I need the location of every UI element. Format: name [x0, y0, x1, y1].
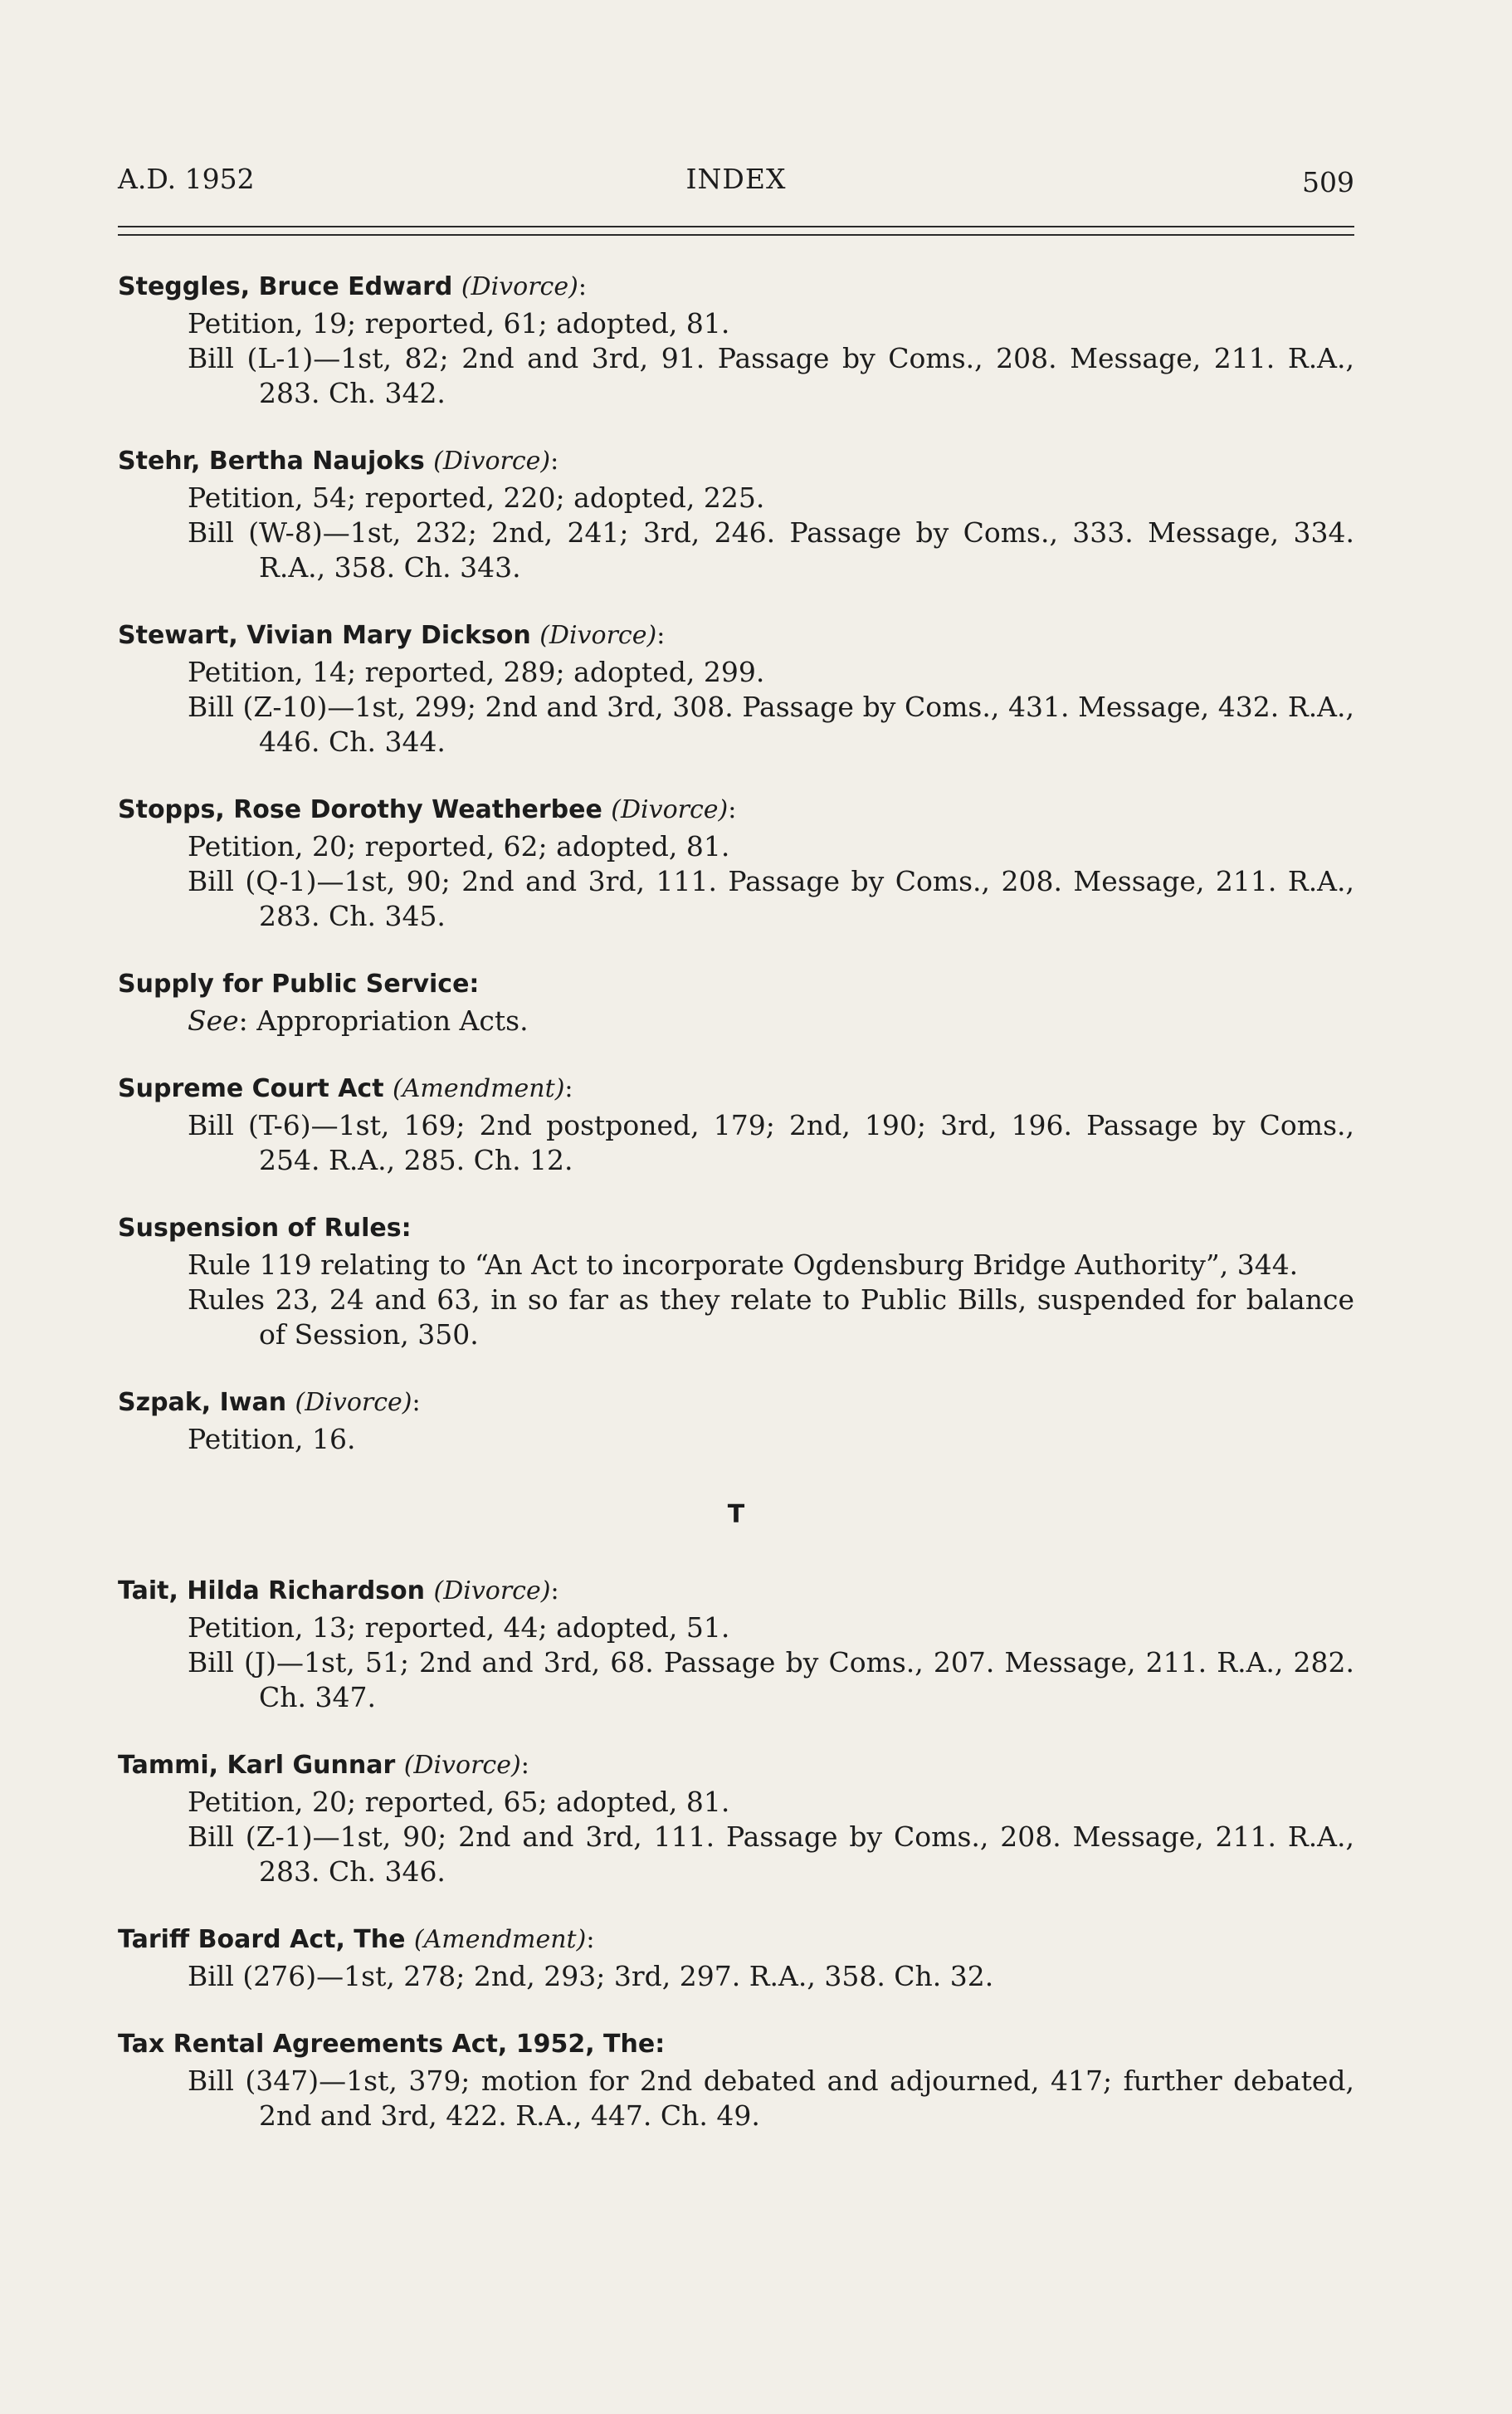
entry-line: Bill (347)—1st, 379; motion for 2nd debated and adjourned, 417; further debated, 2nd and 3rd, 422. R.A., 447. Ch. 49. [188, 2065, 1354, 2132]
entry-line: Bill (Z-10)—1st, 299; 2nd and 3rd, 308. Passage by Coms., 431. Message, 432. R.A., 446. Ch. 344. [188, 691, 1354, 758]
page-number: 509 [1302, 166, 1354, 198]
entry-colon: : [586, 1925, 595, 1954]
entry-heading: Tait, Hilda Richardson (Divorce): [118, 1576, 559, 1605]
header-rule-top [118, 226, 1354, 227]
index-entry-suspension [118, 1211, 1354, 1352]
index-entry-stewart [118, 618, 1354, 760]
page-header [118, 163, 1354, 204]
entry-name: Stewart, Vivian Mary Dickson [118, 621, 531, 650]
index-entry-tammi [118, 1748, 1354, 1889]
entry-name: Tariff Board Act, The [118, 1925, 406, 1954]
entry-heading: Stopps, Rose Dorothy Weatherbee (Divorce): [118, 795, 737, 824]
entry-heading [118, 967, 1354, 1002]
entry-line: Petition, 14; reported, 289; adopted, 299. [188, 656, 765, 688]
entry-heading: Stehr, Bertha Naujoks (Divorce): [118, 447, 559, 476]
entry-line: Petition, 16. [188, 1423, 356, 1455]
index-entry-tait [118, 1574, 1354, 1715]
header-rule-bottom [118, 234, 1354, 236]
entry-heading: Tariff Board Act, The (Amendment): [118, 1925, 595, 1954]
entry-heading [118, 1211, 1354, 1246]
index-entry-stehr [118, 444, 1354, 585]
index-entry-stopps [118, 793, 1354, 934]
entry-heading [118, 2027, 1354, 2062]
entry-qualifier: Divorce [442, 447, 541, 476]
entry-line: Bill (276)—1st, 278; 2nd, 293; 3rd, 297. R.A., 358. Ch. 32. [188, 1960, 994, 1992]
entry-qualifier: Divorce [620, 795, 719, 824]
entry-qualifier: Divorce [305, 1388, 402, 1417]
see-text: : Appropriation Acts. [238, 1004, 529, 1037]
entry-heading: Szpak, Iwan (Divorce): [118, 1388, 421, 1417]
entry-name: Tammi, Karl Gunnar [118, 1751, 396, 1780]
entry-line: Bill (Q-1)—1st, 90; 2nd and 3rd, 111. Passage by Coms., 208. Message, 211. R.A., 283. Ch. 345. [188, 865, 1354, 932]
entry-qualifier: Amendment [402, 1074, 555, 1103]
entry-line: Bill (L-1)—1st, 82; 2nd and 3rd, 91. Passage by Coms., 208. Message, 211. R.A., 283. Ch. 342. [188, 342, 1354, 409]
index-entry-tariff-board [118, 1923, 1354, 1994]
entry-name: Supreme Court Act [118, 1074, 384, 1103]
entry-heading: Tammi, Karl Gunnar (Divorce): [118, 1751, 529, 1780]
entry-heading: Stewart, Vivian Mary Dickson (Divorce): [118, 621, 666, 650]
entry-line: Bill (J)—1st, 51; 2nd and 3rd, 68. Passage by Coms., 207. Message, 211. R.A., 282. Ch. 347. [188, 1646, 1354, 1713]
entry-line: Petition, 54; reported, 220; adopted, 225. [188, 481, 765, 514]
entry-name: Tax Rental Agreements Act, 1952, The: [118, 2030, 666, 2059]
entry-colon: : [564, 1074, 573, 1103]
entry-line: Petition, 20; reported, 65; adopted, 81. [188, 1786, 730, 1818]
index-entry-supply [118, 967, 1354, 1038]
index-entry-szpak [118, 1385, 1354, 1457]
entry-name: Szpak, Iwan [118, 1388, 287, 1417]
entry-colon: : [550, 1576, 559, 1605]
entry-qualifier: Divorce [413, 1751, 511, 1780]
entry-line: Bill (T-6)—1st, 169; 2nd postponed, 179; 2nd, 190; 3rd, 196. Passage by Coms., 254. R.A., 285. Ch. 12. [188, 1109, 1354, 1176]
index-entry-tax-rental [118, 2027, 1354, 2133]
entry-qualifier: Amendment [423, 1925, 577, 1954]
see-label: See [188, 1004, 239, 1037]
entry-qualifier: Divorce [471, 272, 569, 301]
index-entry-supreme-court [118, 1072, 1354, 1178]
header-year: A.D. 1952 [118, 163, 255, 195]
entry-colon: : [728, 795, 737, 824]
entry-colon: : [578, 272, 587, 301]
entry-colon: : [550, 447, 559, 476]
entry-heading: Steggles, Bruce Edward (Divorce): [118, 272, 587, 301]
entry-qualifier: Divorce [443, 1576, 541, 1605]
entry-name: Suspension of Rules: [118, 1214, 412, 1243]
entry-qualifier: Divorce [549, 621, 647, 650]
section-letter: T [727, 1500, 745, 1529]
entry-line: Petition, 19; reported, 61; adopted, 81. [188, 307, 730, 340]
entry-line: Bill (Z-1)—1st, 90; 2nd and 3rd, 111. Passage by Coms., 208. Message, 211. R.A., 283. Ch. 346. [188, 1820, 1354, 1888]
entry-colon: : [656, 621, 666, 650]
entry-name: Supply for Public Service: [118, 970, 480, 999]
header-title: INDEX [685, 163, 787, 195]
entry-name: Tait, Hilda Richardson [118, 1576, 426, 1605]
entry-name: Stehr, Bertha Naujoks [118, 447, 425, 476]
index-content [118, 270, 1354, 2167]
entry-line: Rule 119 relating to “An Act to incorporate Ogdensburg Bridge Authority”, 344. [188, 1249, 1299, 1281]
entry-line [118, 1004, 1354, 1038]
entry-line: Petition, 13; reported, 44; adopted, 51. [188, 1611, 730, 1644]
entry-line: Petition, 20; reported, 62; adopted, 81. [188, 830, 730, 862]
entry-line: Rules 23, 24 and 63, in so far as they relate to Public Bills, suspended for balance of Session, 350. [188, 1283, 1354, 1351]
entry-name: Steggles, Bruce Edward [118, 272, 453, 301]
index-entry-steggles [118, 270, 1354, 411]
entry-name: Stopps, Rose Dorothy Weatherbee [118, 795, 602, 824]
entry-colon: : [520, 1751, 529, 1780]
entry-line: Bill (W-8)—1st, 232; 2nd, 241; 3rd, 246. Passage by Coms., 333. Message, 334. R.A., 358. Ch. 343. [188, 516, 1354, 584]
entry-colon: : [412, 1388, 421, 1417]
entry-heading: Supreme Court Act (Amendment): [118, 1074, 573, 1103]
